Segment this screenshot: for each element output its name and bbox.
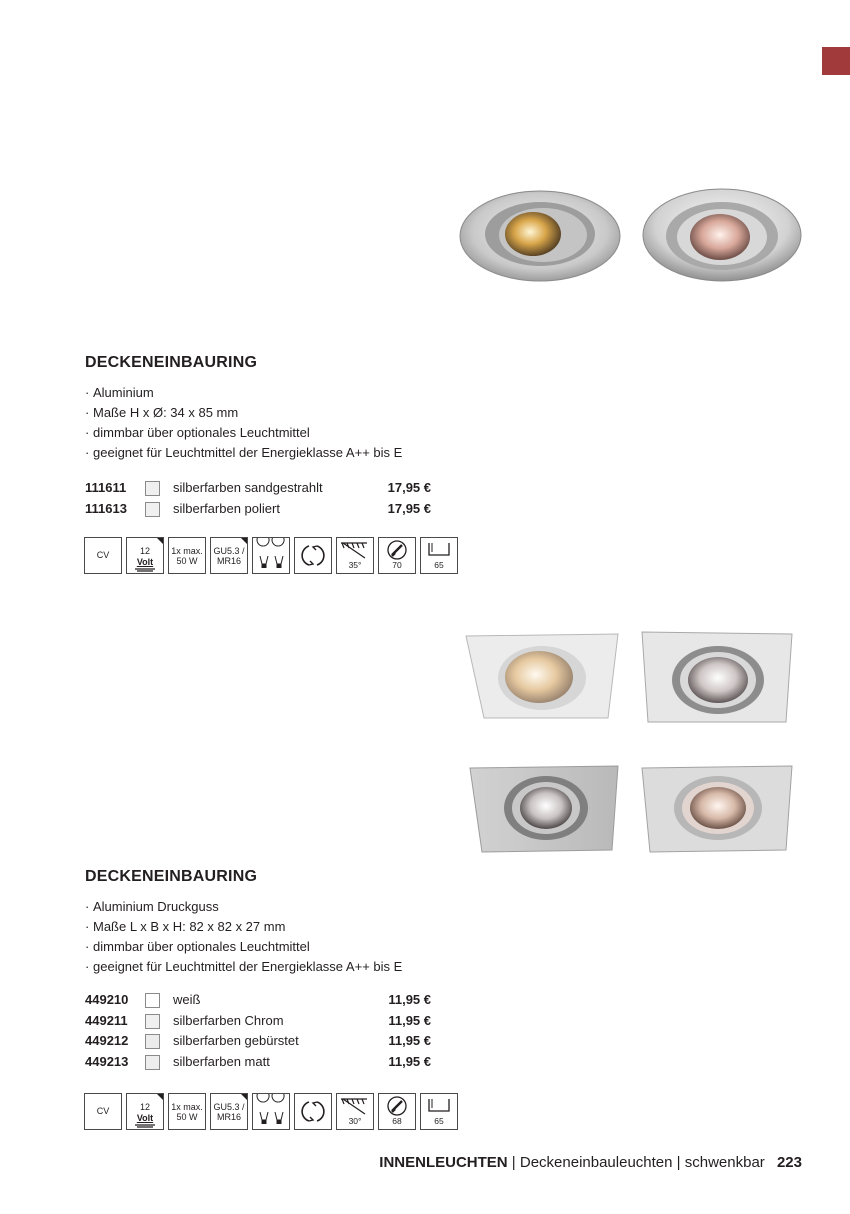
chapter-tab-marker	[822, 47, 850, 75]
variant-price: 11,95 €	[388, 1012, 431, 1028]
variant-row	[85, 1011, 435, 1032]
footer-category: INNENLEUCHTEN	[379, 1154, 508, 1171]
feature-item: · Aluminium Druckguss	[85, 899, 219, 914]
feature-item: · dimmbar über optionales Leuchtmittel	[85, 939, 310, 954]
variant-table	[85, 990, 435, 1072]
product-photo-round-sandblasted	[455, 180, 625, 290]
product-photo-square-matt	[640, 764, 795, 854]
feature-list	[85, 383, 402, 463]
page-footer	[379, 1154, 802, 1171]
color-swatch	[145, 1055, 160, 1070]
variant-price: 17,95 €	[387, 500, 431, 516]
variant-sku: 111611	[85, 480, 127, 495]
feature-item: · geeignet für Leuchtmittel der Energieklasse A++ bis E	[85, 445, 403, 460]
feature-item: · Maße L x B x H: 82 x 82 x 27 mm	[85, 919, 286, 934]
feature-list	[85, 897, 402, 977]
bulb-type-icon	[252, 1093, 290, 1130]
max-wattage-icon: 1x max. 50 W	[168, 1093, 206, 1130]
swivel-icon	[294, 537, 332, 574]
variant-sku: 449211	[85, 1012, 128, 1028]
cv-icon: CV	[84, 1093, 122, 1130]
swivel-icon	[294, 1093, 332, 1130]
color-swatch	[145, 1034, 160, 1049]
color-swatch	[145, 1014, 160, 1029]
beam-angle-icon: 30°	[336, 1093, 374, 1130]
bulb-type-icon	[252, 537, 290, 574]
variant-sku: 449212	[85, 1033, 129, 1048]
feature-item: · Aluminium	[85, 385, 154, 400]
variant-row	[85, 990, 435, 1011]
variant-sku: 449210	[85, 992, 129, 1007]
color-swatch	[145, 993, 160, 1008]
max-wattage-icon: 1x max. 50 W	[168, 537, 206, 574]
product-photo-square-white	[462, 630, 622, 722]
installation-depth-icon: 70	[378, 537, 416, 574]
cutout-diameter-icon: 65	[420, 537, 458, 574]
product-photo-round-polished	[640, 180, 805, 290]
variant-price: 11,95 €	[388, 1033, 431, 1048]
variant-description: silberfarben sandgestrahlt	[173, 480, 323, 495]
product-title: DECKENEINBAURING	[85, 354, 258, 371]
variant-description: weiß	[173, 992, 201, 1007]
beam-angle-icon: 35°	[336, 537, 374, 574]
low-voltage-icon: 12 Volt	[126, 1093, 164, 1130]
variant-row	[85, 499, 435, 520]
low-voltage-icon: 12 Volt	[126, 537, 164, 574]
feature-item: · dimmbar über optionales Leuchtmittel	[85, 425, 310, 440]
variant-row	[85, 1031, 435, 1052]
variant-sku: 449213	[85, 1053, 129, 1069]
variant-row	[85, 478, 435, 499]
variant-sku: 111613	[85, 500, 127, 516]
cv-icon: CV	[84, 537, 122, 574]
footer-subcategory: Deckeneinbauleuchten	[519, 1154, 673, 1171]
footer-feature: schwenkbar	[684, 1154, 765, 1171]
installation-depth-icon: 68	[378, 1093, 416, 1130]
color-swatch	[145, 502, 160, 517]
variant-price: 11,95 €	[388, 1053, 431, 1069]
variant-description: silberfarben matt	[173, 1053, 270, 1069]
color-swatch	[145, 481, 160, 496]
variant-price: 11,95 €	[388, 992, 431, 1007]
product-title: DECKENEINBAURING	[85, 868, 258, 885]
variant-description: silberfarben Chrom	[173, 1012, 284, 1028]
footer-separator: |	[511, 1154, 516, 1171]
variant-row	[85, 1052, 435, 1073]
cutout-diameter-icon: 65	[420, 1093, 458, 1130]
feature-item: · Maße H x Ø: 34 x 85 mm	[85, 405, 239, 420]
variant-price: 17,95 €	[387, 480, 431, 495]
feature-item: · geeignet für Leuchtmittel der Energieklasse A++ bis E	[85, 959, 403, 974]
product-photo-square-brushed	[468, 764, 620, 854]
footer-separator: |	[676, 1154, 681, 1171]
page-number: 223	[776, 1154, 802, 1171]
socket-type-icon: GU5.3 / MR16	[210, 537, 248, 574]
variant-table	[85, 478, 435, 519]
product-photo-square-chrome	[640, 630, 795, 725]
variant-description: silberfarben poliert	[173, 500, 280, 516]
socket-type-icon: GU5.3 / MR16	[210, 1093, 248, 1130]
variant-description: silberfarben gebürstet	[173, 1033, 299, 1048]
